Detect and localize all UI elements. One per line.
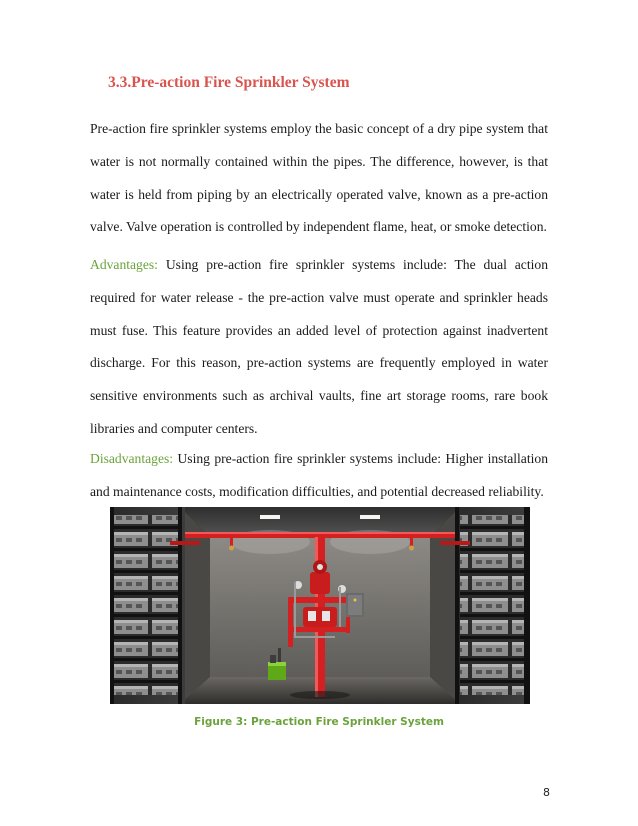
page-number: 8: [543, 786, 550, 799]
section-heading: 3.3.Pre-action Fire Sprinkler System: [108, 74, 350, 91]
disadvantages-label: Disadvantages:: [90, 451, 174, 466]
advantages-paragraph: [90, 249, 548, 446]
sprinkler-system-figure: [110, 507, 530, 704]
advantages-text: Using pre-action fire sprinkler systems include: The dual action required for water release - the pre-action valve must operate and sprinkler heads must fuse. This feature provides an added level of protection against inadvertent discharge. For this reason, pre-action systems are frequently employed in water sensitive environments such as archival vaults, fine art storage rooms, rare book libraries and computer centers.: [90, 257, 548, 436]
sprinkler-room-illustration: [110, 507, 530, 704]
advantages-label: Advantages:: [90, 257, 158, 272]
figure-caption: Figure 3: Pre-action Fire Sprinkler System: [194, 716, 444, 728]
intro-paragraph: Pre-action fire sprinkler systems employ the basic concept of a dry pipe system that water is not normally contained within the pipes. The difference, however, is that water is held from piping by an electrically operated valve, known as a pre-action valve. Valve operation is controlled by independent flame, heat, or smoke detection.: [90, 121, 548, 235]
disadvantages-text: Using pre-action fire sprinkler systems include: Higher installation and maintenance costs, modification difficulties, and potential decreased reliability.: [90, 451, 548, 499]
disadvantages-paragraph: [90, 443, 548, 509]
